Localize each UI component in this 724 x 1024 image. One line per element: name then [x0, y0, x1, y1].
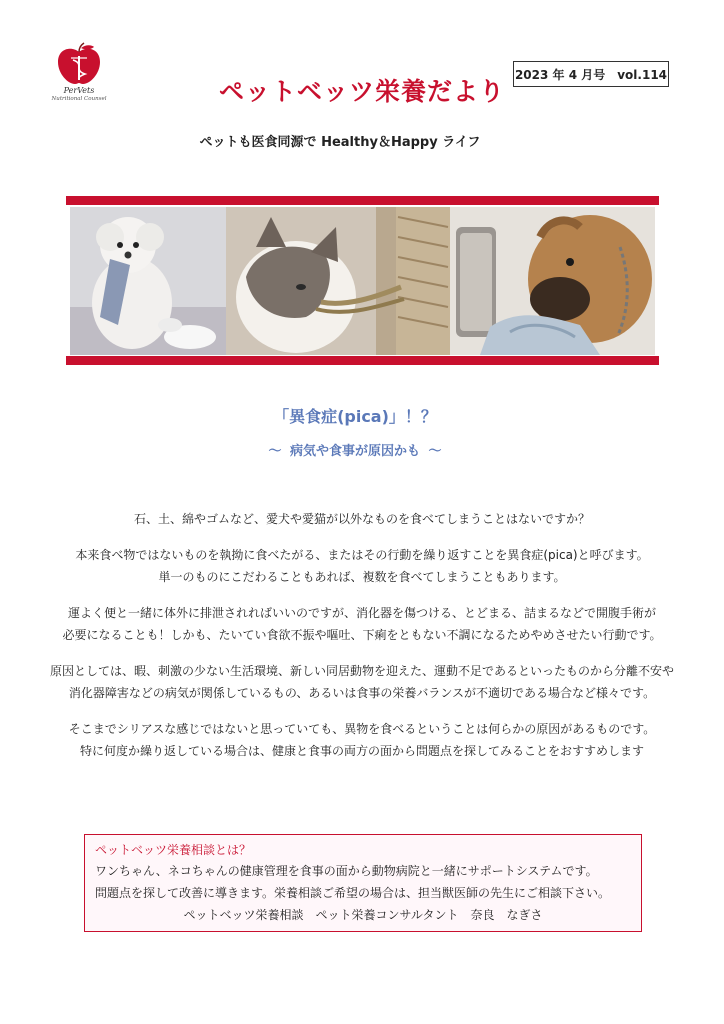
newsletter-title: ペットベッツ栄養だより [218, 77, 505, 106]
logo-brand-text: PerVets [63, 86, 95, 95]
paragraph-line: 石、土、綿やゴムなど、愛犬や愛猫が以外なものを食べてしまうことはないですか？ [133, 512, 590, 526]
photo-dog-towel [450, 207, 655, 355]
article-subtitle: ～ 病気や食事が原因かも ～ [268, 444, 442, 459]
paragraph-2 [20, 544, 704, 588]
paragraph-4 [20, 660, 704, 704]
tagline: ペットも医食同源で Healthy＆Happy ライフ [199, 135, 481, 150]
paragraph-line: 運よく便と一緒に体外に排泄されればいいのですが、消化器を傷つける、とどまる、詰まるなどで開腹手術が [67, 606, 656, 620]
photo-cat-rope [226, 207, 450, 355]
paragraph-3 [20, 602, 704, 646]
consultation-line: 問題点を探して改善に導きます。栄養相談ご希望の場合は、担当獣医師の先生にご相談下さい。 [95, 886, 611, 900]
consultation-title: ペットベッツ栄養相談とは？ [95, 843, 252, 857]
photo-strip [66, 196, 659, 366]
red-bar-top [66, 196, 659, 205]
paragraph-line: 特に何度か繰り返している場合は、健康と食事の両方の面から問題点を探してみることをおすすめします [79, 744, 645, 758]
paragraph-5 [20, 718, 704, 762]
paragraph-line: 原因としては、暇、刺激の少ない生活環境、新しい同居動物を迎えた、運動不足であるといったものから分離不安や [49, 664, 674, 678]
photo-dog-sock [70, 207, 226, 355]
consultation-box [84, 834, 642, 932]
consultation-signature: ペットベッツ栄養相談 ペット栄養コンサルタント 奈良 なぎさ [183, 908, 543, 922]
paragraph-line: そこまでシリアスな感じではないと思っていても、異物を食べるということは何らかの原因があるものです。 [68, 722, 656, 736]
consultation-line: ワンちゃん、ネコちゃんの健康管理を食事の面から動物病院と一緒にサポートシステムです。 [95, 864, 598, 878]
paragraph-line: 本来食べ物ではないものを執拗に食べたがる、またはその行動を繰り返すことを異食症(pica)と呼びます。 [75, 548, 649, 562]
article-body [20, 508, 704, 776]
logo-subtitle: Nutritional Counsel [51, 96, 107, 102]
paragraph-line: 単一のものにこだわることもあれば、複数を食べてしまうこともあります。 [158, 570, 566, 584]
paragraph-1 [20, 508, 704, 530]
red-bar-bottom [66, 356, 659, 365]
issue-label: 2023 年 4 月号 vol.114 [513, 61, 669, 87]
paragraph-line: 消化器障害などの病気が関係しているもの、あるいは食事の栄養バランスが不適切である場合など様々です。 [68, 686, 656, 700]
paragraph-line: 必要になることも！しかも、たいてい食欲不振や嘔吐、下痢をともない不調になるためやめさせたい行動です。 [62, 628, 662, 642]
article-title: 「異食症(pica)」！？ [273, 407, 437, 426]
